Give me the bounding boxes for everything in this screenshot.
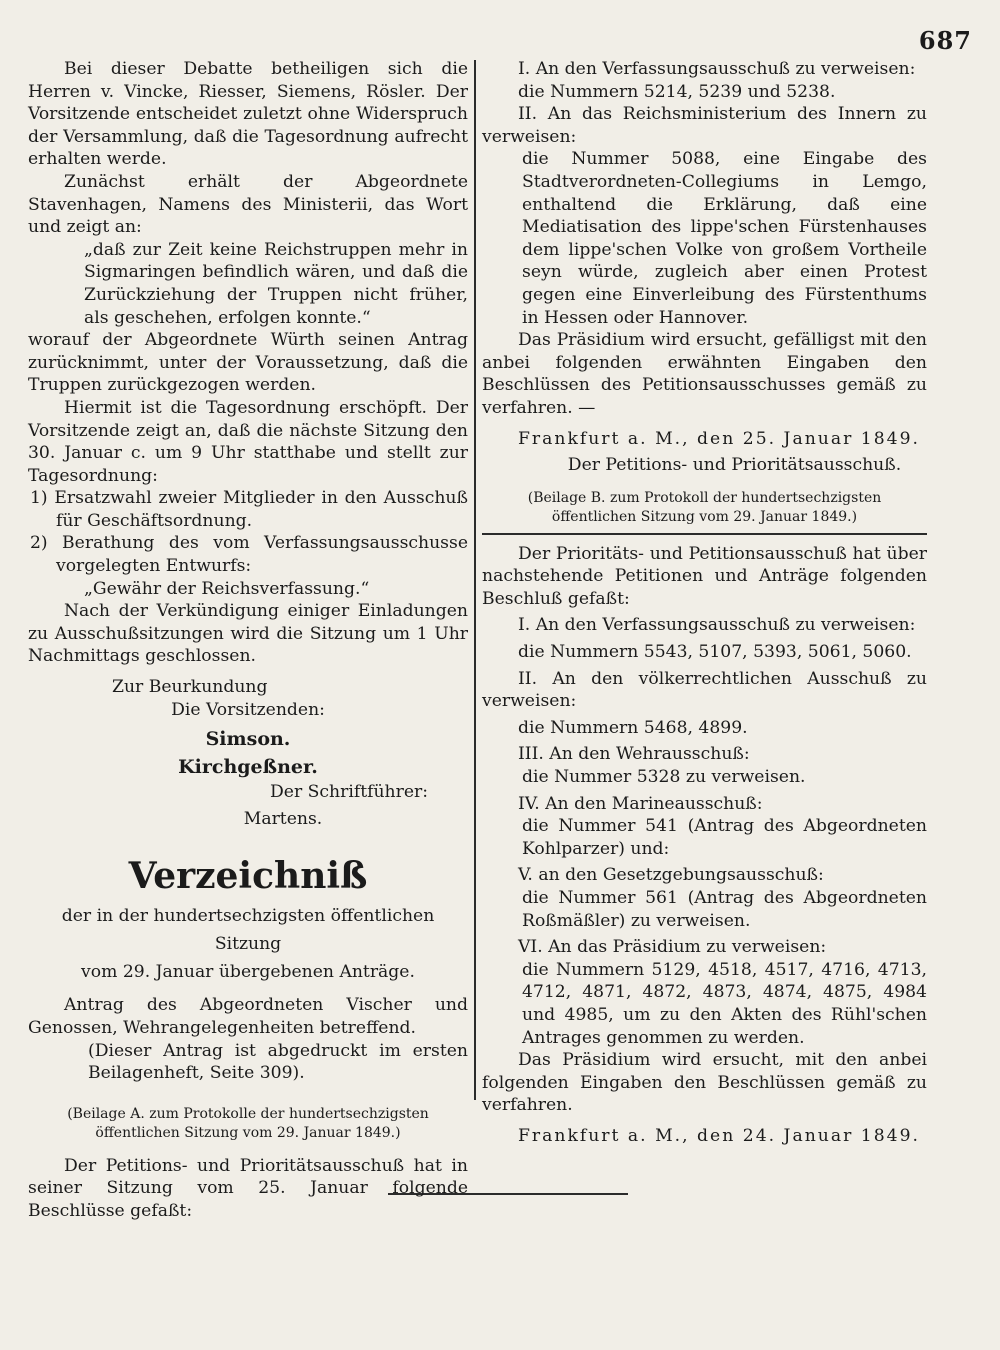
b-intro: Der Prioritäts- und Petitionsausschuß hat über nachstehende Petitionen und Anträge folgenden Beschluß gefaßt: [482,543,927,609]
beilage-a-heading: (Beilage A. zum Protokolle der hundertsechzigsten öffentlichen Sitzung vom 29. Januar 1849.) [67,1105,429,1141]
signature-chair-2: Kirchgeßner. [178,756,318,779]
right-column [482,58,927,1148]
page-number: 687 [918,26,972,55]
b-item-2-body: die Nummern 5468, 4899. [518,717,748,738]
quote-troops: „daß zur Zeit keine Reichstruppen mehr in Sigmaringen befindlich wären, und daß die Zurückziehung der Truppen nicht früher, als geschehen, erfolgen konnte.“ [84,239,468,328]
agenda-item-1: 1) Ersatzwahl zweier Mitglieder in den Ausschuß für Geschäftsordnung. [30,488,468,531]
signature-secretary-label: Der Schriftführer: [270,782,428,803]
antrag-note: (Dieser Antrag ist abgedruckt im ersten Beilagenheft, Seite 309). [88,1040,468,1084]
antrag-text: Antrag des Abgeordneten Vischer und Genossen, Wehrangelegenheiten betreffend. [28,995,468,1038]
b-item-2-head: II. An den völkerrechtlichen Ausschuß zu verweisen: [482,668,927,712]
para-committee: Der Petitions- und Prioritätsausschuß hat in seiner Sitzung vom 25. Januar folgende Beschlüsse gefaßt: [28,1155,468,1221]
agenda-quote: „Gewähr der Reichsverfassung.“ [84,578,370,599]
a-item-1-body: die Nummern 5214, 5239 und 5238. [518,81,836,102]
b-item-1-head: I. An den Verfassungsausschuß zu verweisen: [518,615,916,636]
section-separator [482,533,927,535]
b-item-5-head: V. an den Gesetzgebungsausschuß: [518,865,824,886]
list-title: Verzeichniß [128,855,368,898]
a-item-2-head: II. An das Reichsministerium des Innern zu verweisen: [482,104,927,147]
b-item-3-body: die Nummer 5328 zu verweisen. [522,767,806,788]
para-debate: Bei dieser Debatte betheiligen sich die Herren v. Vincke, Riesser, Siemens, Rösler. Der Vorsitzende entscheidet zuletzt ohne Widerspruch der Versammlung, daß die Tagesordnung aufrecht erhalten werde. [28,59,468,170]
b-item-1-body: die Nummern 5543, 5107, 5393, 5061, 5060. [518,642,912,663]
a-request: Das Präsidium wird ersucht, gefälligst mit den anbei folgenden erwähnten Eingaben den Beschlüssen des Petitionsausschusses gemäß zu verfahren. — [482,330,927,418]
beilage-b-heading: (Beilage B. zum Protokoll der hundertsechzigsten öffentlichen Sitzung vom 29. Januar 1849.) [527,489,882,525]
b-request: Das Präsidium wird ersucht, mit den anbei folgenden Eingaben den Beschlüssen gemäß zu verfahren. [482,1050,927,1116]
para-close: Nach der Verkündigung einiger Einladungen zu Ausschußsitzungen wird die Sitzung um 1 Uhr Nachmittags geschlossen. [28,601,468,667]
a-signature: Der Petitions- und Prioritätsausschuß. [567,455,902,476]
signature-secretary: Martens. [243,808,323,829]
b-item-4-head: IV. An den Marineausschuß: [518,793,763,814]
b-item-4-body: die Nummer 541 (Antrag des Abgeordneten Kohlparzer) und: [522,816,927,859]
b-item-3-head: III. An den Wehrausschuß: [518,744,750,765]
b-place-date: Frankfurt a. M., den 24. Januar 1849. [518,1125,920,1146]
b-item-6-body: die Nummern 5129, 4518, 4517, 4716, 4713, 4712, 4871, 4872, 4873, 4874, 4875, 4984 und 4985, um zu den Akten des Rühl'schen Antrages genommen zu werden. [522,959,927,1048]
agenda-item-2: 2) Berathung des vom Verfassungsausschusse vorgelegten Entwurfs: [30,533,468,577]
a-item-1-head: I. An den Verfassungsausschuß zu verweisen: [518,59,916,79]
signature-intro: Zur Beurkundung [112,677,268,698]
list-subtitle-2: vom 29. Januar übergebenen Anträge. [81,962,415,983]
b-item-6-head: VI. An das Präsidium zu verweisen: [518,937,827,958]
column-divider [474,60,476,1100]
a-item-2-body: die Nummer 5088, eine Eingabe des Stadtverordneten-Collegiums in Lemgo, enthaltend die Erklärung, daß eine Mediatisation des lippe'schen Fürstenhauses dem lippe'schen Volke von großem Vortheile seyn würde, zugleich aber einen Protest gegen eine Einverleibung des Fürstenthums in Hessen oder Hannover. [522,149,927,328]
b-item-5-body: die Nummer 561 (Antrag des Abgeordneten Roßmäßler) zu verweisen. [522,888,927,931]
signature-chair-1: Simson. [205,728,291,751]
para-stavenhagen: Zunächst erhält der Abgeordnete Stavenhagen, Namens des Ministerii, das Wort und zeigt an: [28,171,468,238]
signature-chairs-label: Die Vorsitzenden: [171,699,325,720]
a-place-date: Frankfurt a. M., den 25. Januar 1849. [518,428,920,449]
para-wuerth: worauf der Abgeordnete Würth seinen Antrag zurücknimmt, unter der Voraussetzung, daß die Truppen zurückgezogen werden. [28,330,468,396]
para-agenda: Hiermit ist die Tagesordnung erschöpft. Der Vorsitzende zeigt an, daß die nächste Sitzung den 30. Januar c. um 9 Uhr statthabe und stellt zur Tagesordnung: [28,397,468,486]
left-column [28,58,468,1223]
list-subtitle-1: der in der hundertsechzigsten öffentlichen Sitzung [61,906,435,955]
